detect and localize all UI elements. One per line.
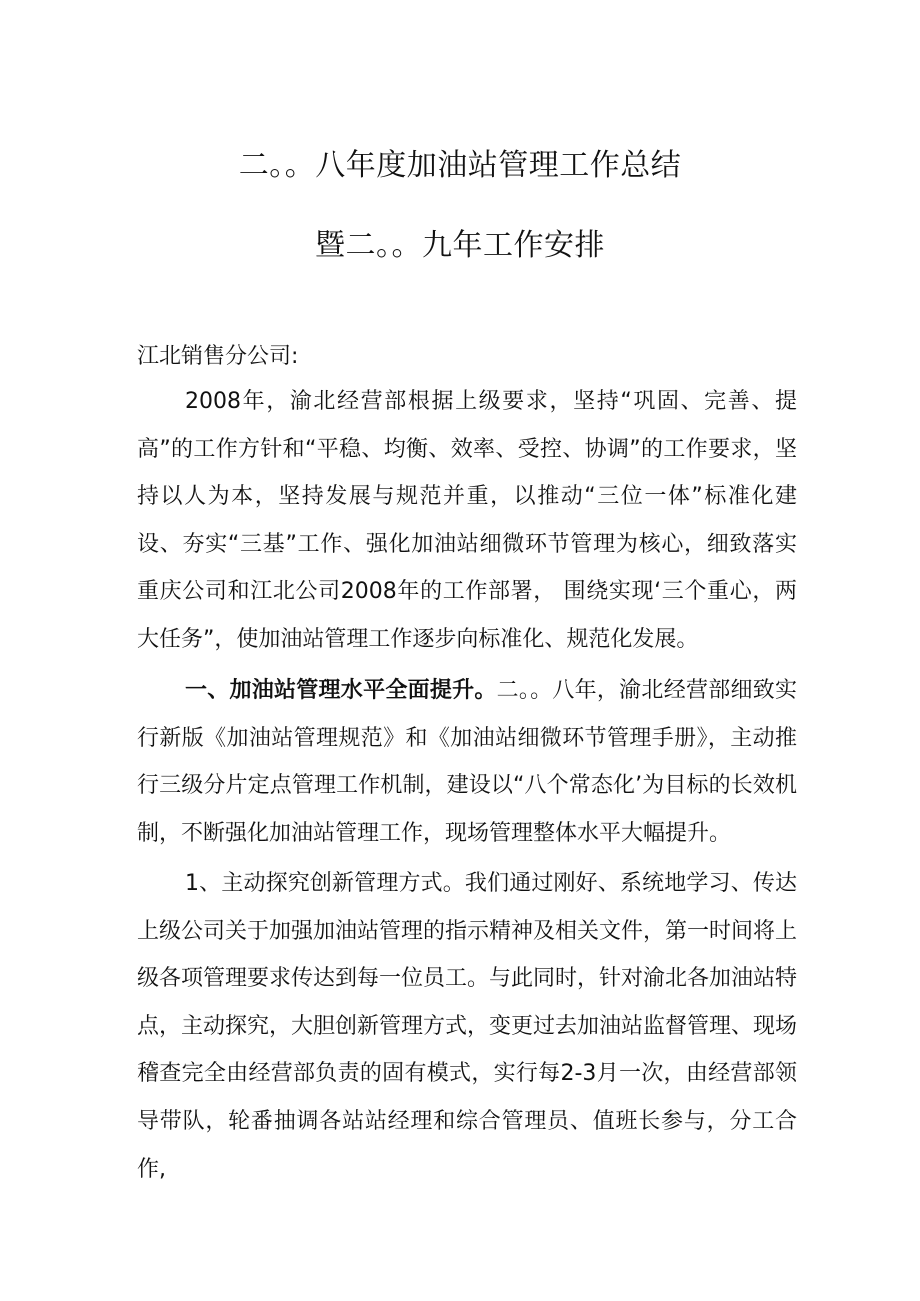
document-title-line-1: 二。。八年度加油站管理工作总结 <box>238 148 682 183</box>
section-1-text: 二。。八年，渝北经营部细致实行新版《加油站管理规范》和《加油站细微环节管理手册》，主动推行三级分片定点管理工作机制，建设以“八个常态化’为目标的长效机制，不断强化加油站管理工作，现场管理整体水平大幅提升。 <box>137 678 797 846</box>
salutation: 江北销售分公司: <box>137 344 299 369</box>
document-title-line-2: 暨二。。九年工作安排 <box>315 228 605 263</box>
paragraph-item-1: 1、主动探究创新管理方式。我们通过刚好、系统地学习、传达上级公司关于加强加油站管理的指示精神及相关文件，第一时间将上级各项管理要求传达到每一位员工。与此同时，针对渝北各加油站特点，主动探究，大胆创新管理方式，变更过去加油站监督管理、现场稽查完全由经营部负责的固有模式，实行每2-3月一次，由经营部领导带队，轮番抽调各站站经理和综合管理员、值班长参与，分工合作, <box>137 871 798 1182</box>
section-1-heading: 一、加油站管理水平全面提升。 <box>185 678 497 703</box>
paragraph-intro: 2008年，渝北经营部根据上级要求，坚持“巩固、完善、提高”的工作方针和“平稳、均衡、效率、受控、协调”的工作要求，坚持以人为本，坚持发展与规范并重，以推动“三位一体”标准化建设、夯实“三基”工作、强化加油站细微环节管理为核心，细致落实重庆公司和江北公司2008年的工作部署， 围绕实现‘三个重心，两大任务”，使加油站管理工作逐步向标准化、规范化发展。 <box>137 389 797 652</box>
paragraph-section-1 <box>137 667 797 857</box>
